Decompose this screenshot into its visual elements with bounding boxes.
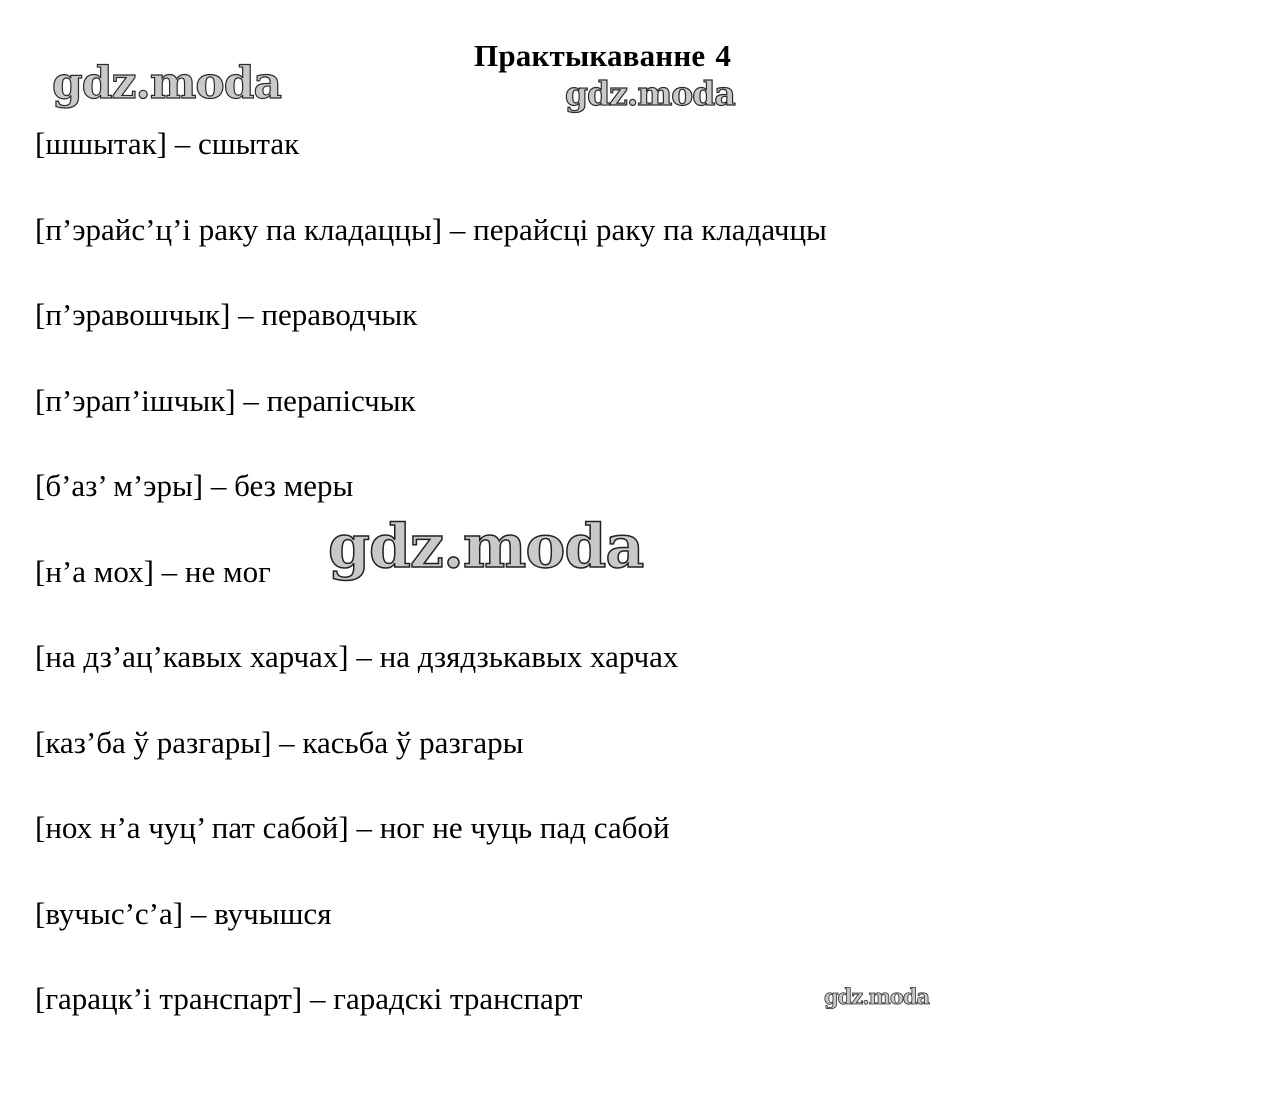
watermark-logo: gdz.moda xyxy=(565,74,735,113)
list-item: [нох н’а чуц’ пат сабой] – ног не чуць пад сабой xyxy=(35,810,670,845)
title-number: 4 xyxy=(715,38,732,73)
list-item: [гарацк’і транспарт] – гарадскі транспарт xyxy=(35,981,583,1016)
list-item: [н’а мох] – не мог xyxy=(35,553,271,589)
watermark-logo: gdz.moda xyxy=(328,512,644,582)
transcription-list xyxy=(35,124,1235,1065)
watermark-logo: gdz.moda xyxy=(824,984,930,1009)
list-item: [каз’ба ў разгары] – касьба ў разгары xyxy=(35,724,524,760)
title-text: Практыкаванне xyxy=(474,38,706,73)
list-item: [на дз’ац’кавых харчах] – на дзядзькавых харчах xyxy=(35,639,679,674)
watermark-logo: gdz.moda xyxy=(52,58,282,109)
page-title xyxy=(474,38,731,74)
list-item: [шшытак] – сшытак xyxy=(35,126,300,161)
list-item: [п’эрайс’ц’і раку па кладаццы] – перайсці раку па кладачцы xyxy=(35,211,827,247)
list-item: [п’эравошчык] – пераводчык xyxy=(35,297,418,332)
list-item: [б’аз’ м’эры] – без меры xyxy=(35,468,354,503)
list-item: [вучыс’с’а] – вучышся xyxy=(35,895,332,931)
list-item: [п’эрап’ішчык] – перапісчык xyxy=(35,382,416,418)
